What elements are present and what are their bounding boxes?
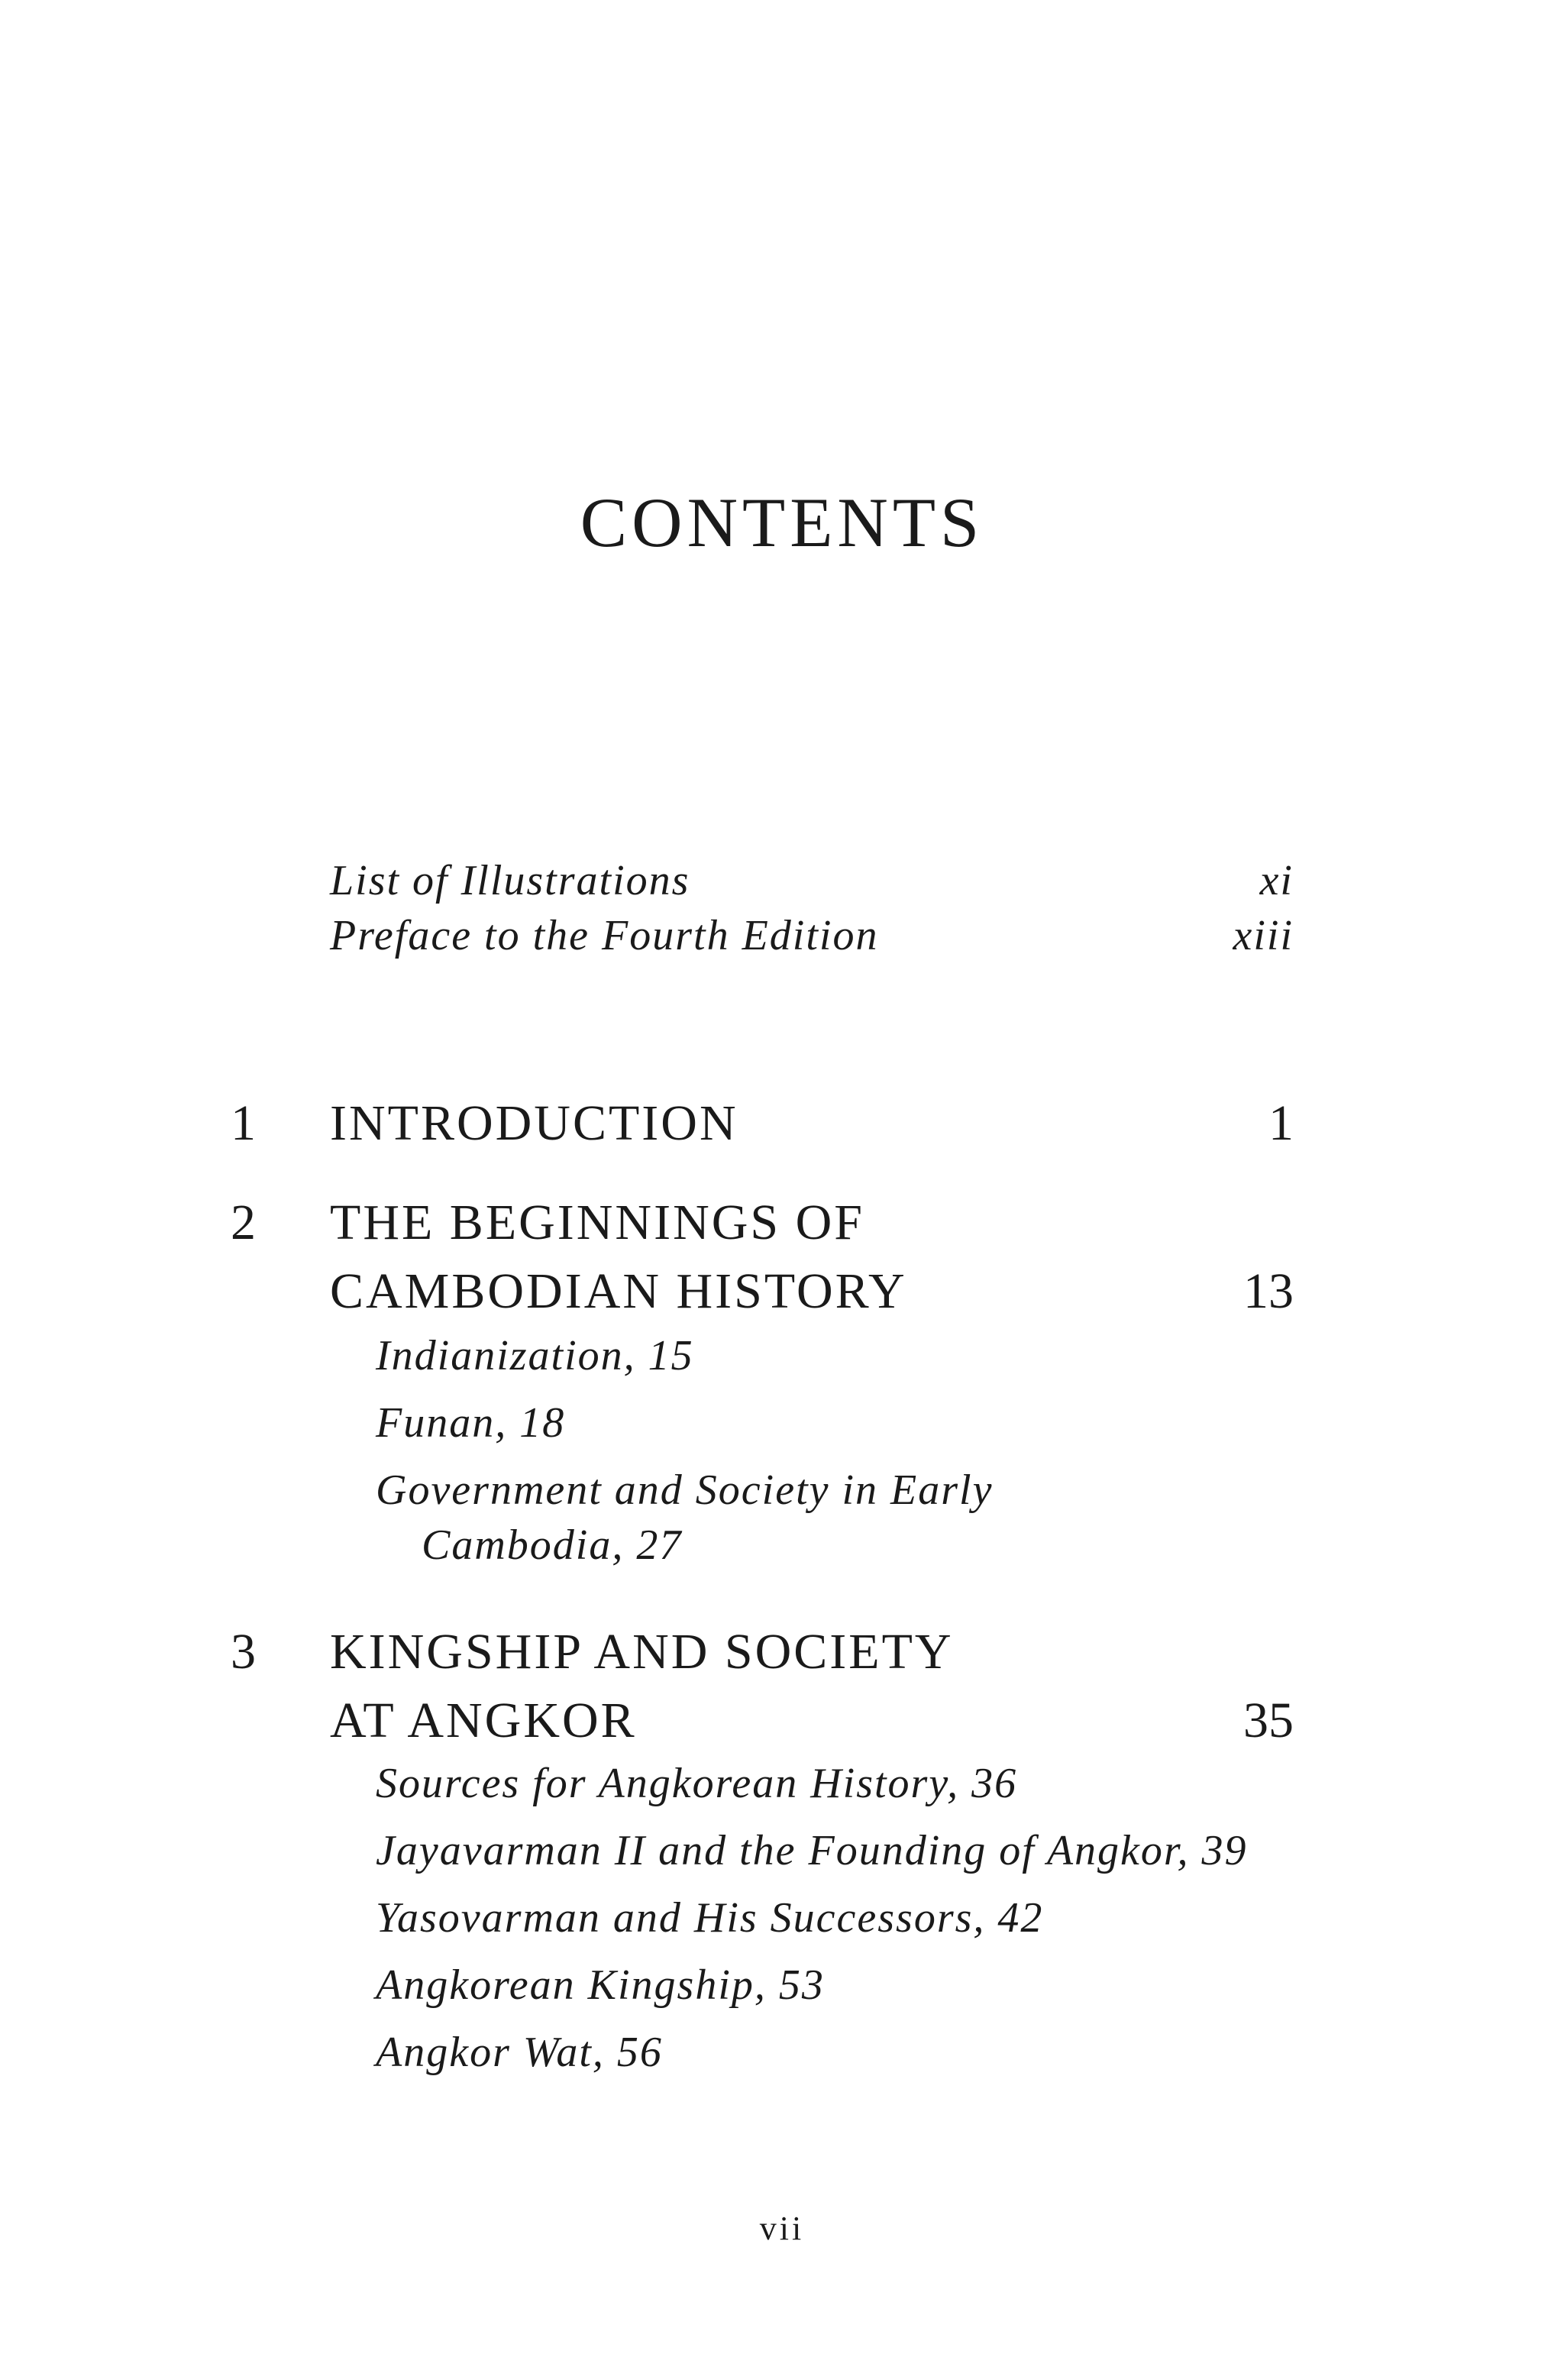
section-entry[interactable]: Jayavarman II and the Founding of Angkor, 39	[376, 1827, 1248, 1874]
chapter-number: 2	[231, 1195, 256, 1250]
page-title: CONTENTS	[580, 483, 984, 561]
section-entry[interactable]: Government and Society in Early	[376, 1466, 994, 1514]
chapter-number: 1	[231, 1095, 256, 1151]
chapter-number: 3	[231, 1624, 256, 1680]
chapter-title-line: KINGSHIP AND SOCIETY	[330, 1624, 954, 1680]
toc-entry-label: Preface to the Fourth Edition	[330, 912, 879, 959]
section-entry[interactable]: Yasovarman and His Successors, 42	[376, 1894, 1044, 1942]
chapter-title-line: CAMBODIAN HISTORY	[330, 1263, 907, 1319]
toc-entry-list-of-illustrations[interactable]	[330, 854, 1294, 907]
section-entry[interactable]: Sources for Angkorean History, 36	[376, 1760, 1018, 1807]
toc-entry-page: xiii	[1233, 912, 1294, 959]
section-entry[interactable]: Funan, 18	[376, 1399, 566, 1447]
toc-entry-preface[interactable]	[330, 909, 1294, 962]
page-number: vii	[759, 2210, 805, 2247]
chapter-title: INTRODUCTION	[330, 1095, 738, 1151]
section-entry[interactable]: Angkor Wat, 56	[376, 2029, 663, 2076]
chapter-page: 13	[1243, 1263, 1294, 1319]
section-entry-continuation[interactable]: Cambodia, 27	[422, 1521, 683, 1569]
chapter-page: 35	[1243, 1693, 1294, 1748]
section-entry[interactable]: Indianization, 15	[376, 1332, 694, 1379]
chapter-title-line: THE BEGINNINGS OF	[330, 1195, 864, 1250]
chapter-page: 1	[1268, 1095, 1294, 1151]
toc-entry-page: xi	[1259, 857, 1294, 904]
toc-entry-label: List of Illustrations	[330, 857, 690, 904]
section-entry[interactable]: Angkorean Kingship, 53	[376, 1961, 825, 2009]
chapter-title-line: AT ANGKOR	[330, 1693, 637, 1748]
